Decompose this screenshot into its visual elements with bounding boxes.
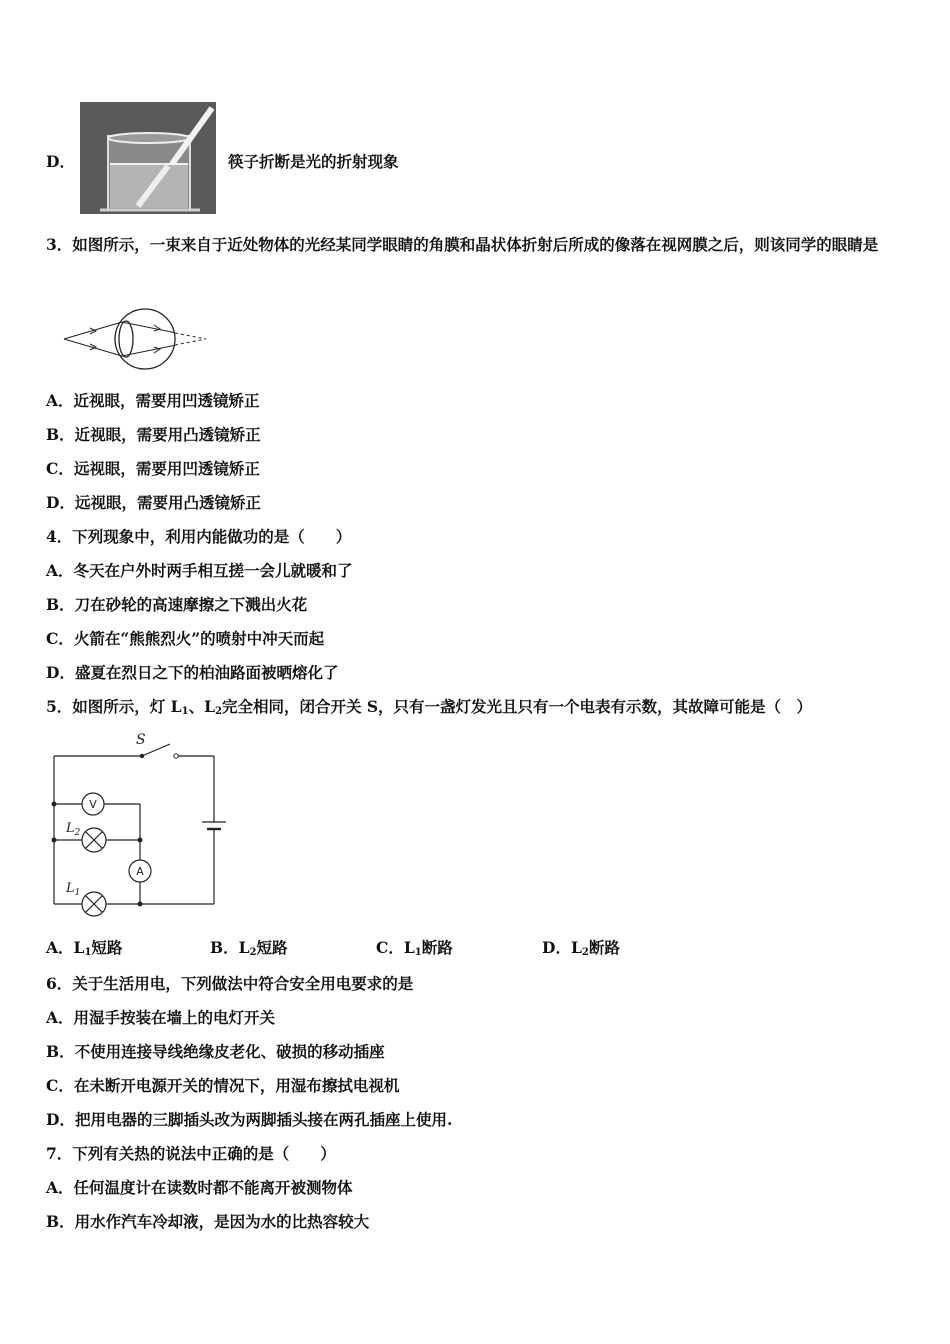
q6-option-c: C．在未断开电源开关的情况下，用湿布擦拭电视机 xyxy=(46,1076,400,1095)
voltmeter-label: V xyxy=(89,798,97,811)
eye-diagram xyxy=(60,308,210,372)
chopstick-in-water-photo xyxy=(80,102,216,214)
q5-option-a: A．$L_1$短路 xyxy=(46,938,123,958)
q3-option-c: C．远视眼，需要用凹透镜矫正 xyxy=(46,459,260,478)
q6-option-a: A．用湿手按装在墙上的电灯开关 xyxy=(46,1008,276,1027)
q4-stem: 4．下列现象中，利用内能做功的是（ ） xyxy=(46,527,352,546)
q6-option-b: B．不使用连接导线绝缘皮老化、破损的移动插座 xyxy=(46,1042,385,1061)
q7-option-a: A．任何温度计在读数时都不能离开被测物体 xyxy=(46,1178,353,1197)
q5-option-b: B．$L_2$短路 xyxy=(210,938,288,958)
q2-option-d-text: 筷子折断是光的折射现象 xyxy=(228,152,399,171)
q7-option-b: B．用水作汽车冷却液，是因为水的比热容较大 xyxy=(46,1212,370,1231)
q4-option-d: D．盛夏在烈日之下的柏油路面被晒熔化了 xyxy=(46,663,339,682)
q6-stem: 6．关于生活用电，下列做法中符合安全用电要求的是 xyxy=(46,974,414,993)
ammeter-label: A xyxy=(136,865,144,878)
q5-stem: 5．如图所示，灯 $L_1$、$L_2$完全相同，闭合开关 S，只有一盏灯发光且只有一个电表有示数，其故障可能是（ ） xyxy=(46,697,813,717)
q5-option-d: D．$L_2$断路 xyxy=(542,938,620,958)
lamp-l1-label: $L_1$ xyxy=(66,881,81,898)
q4-option-a: A．冬天在户外时两手相互搓一会儿就暖和了 xyxy=(46,561,353,580)
q5-option-c: C．$L_1$断路 xyxy=(376,938,453,958)
q3-option-a: A．近视眼，需要用凹透镜矫正 xyxy=(46,391,260,410)
q3-option-d: D．远视眼，需要用凸透镜矫正 xyxy=(46,493,261,512)
q2-option-d-label: D． xyxy=(46,152,75,171)
switch-label: S xyxy=(136,732,146,748)
lamp-l2-label: $L_2$ xyxy=(66,821,81,838)
circuit-diagram xyxy=(42,726,234,918)
q3-stem: 3．如图所示，一束来自于近处物体的光经某同学眼睛的角膜和晶状体折射后所成的像落在视网膜之后，则该同学的眼睛是 xyxy=(46,235,879,254)
q4-option-c: C．火箭在“熊熊烈火”的喷射中冲天而起 xyxy=(46,629,325,648)
q6-option-d: D．把用电器的三脚插头改为两脚插头接在两孔插座上使用. xyxy=(46,1110,453,1129)
q3-option-b: B．近视眼，需要用凸透镜矫正 xyxy=(46,425,261,444)
q4-option-b: B．刀在砂轮的高速摩擦之下溅出火花 xyxy=(46,595,308,614)
q7-stem: 7．下列有关热的说法中正确的是（ ） xyxy=(46,1144,336,1163)
